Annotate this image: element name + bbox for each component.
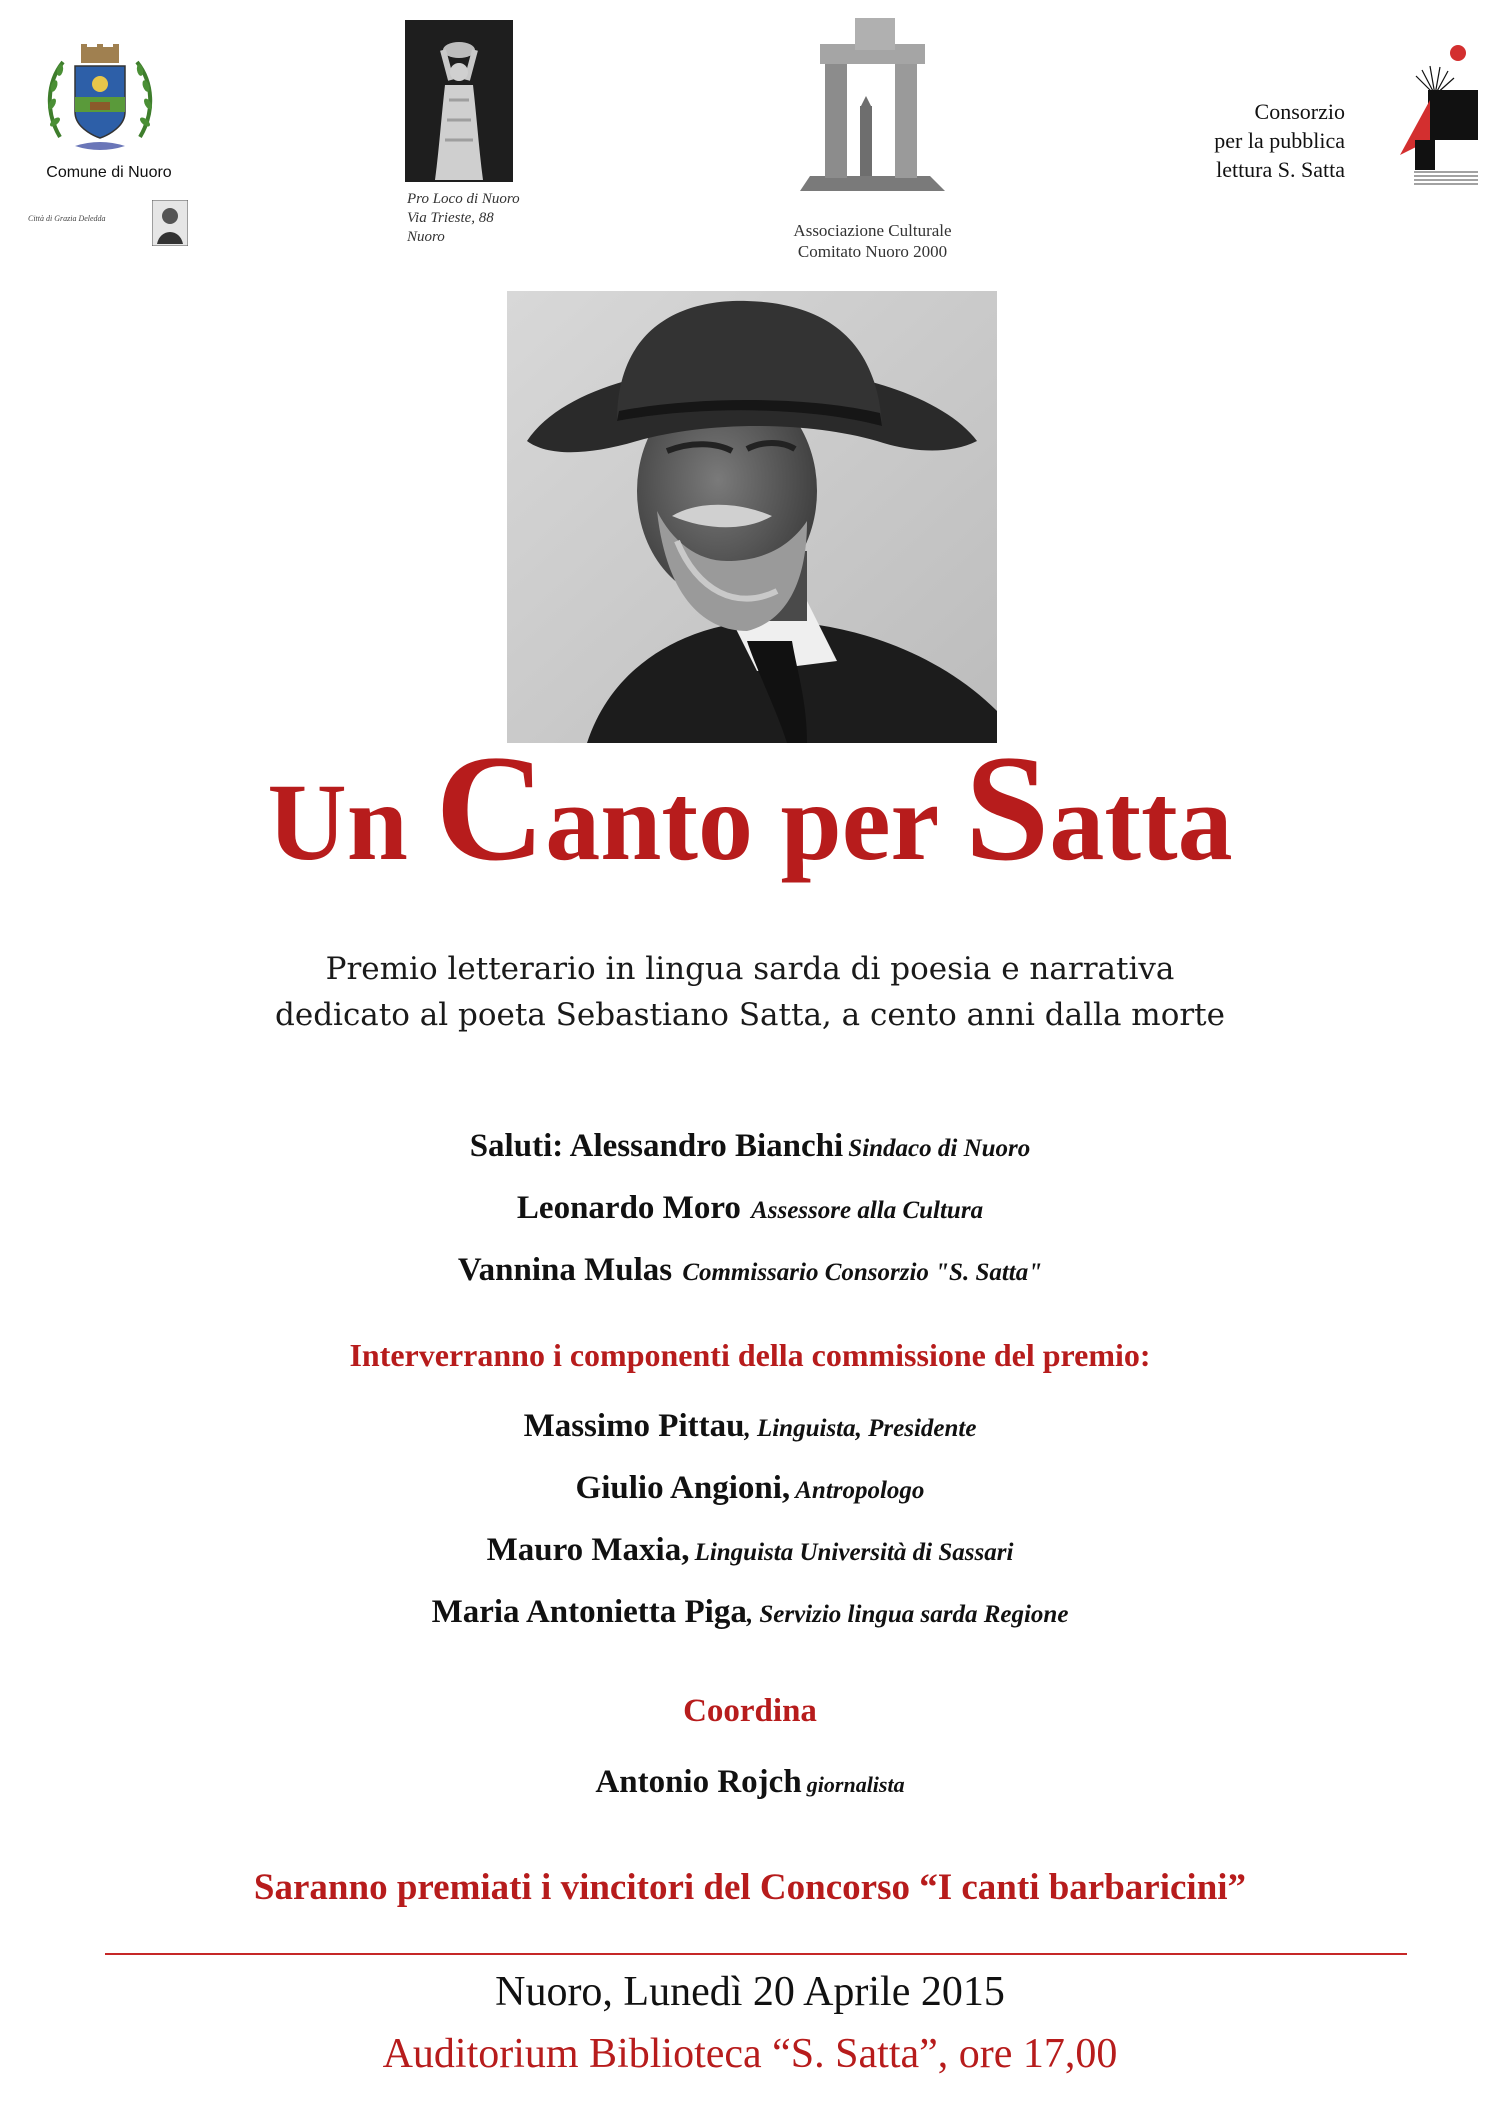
event-title (0, 724, 1500, 892)
speaker-name: Leonardo Moro (516, 1190, 741, 1226)
consorzio-text: Consorzio per la pubblica lettura S. Satta (1214, 99, 1345, 182)
title-part-anto-per: anto per (545, 761, 965, 883)
commission-row-1 (0, 1408, 1500, 1445)
member-name: Maria Antonietta Piga (431, 1594, 747, 1630)
event-date: Nuoro, Lunedì 20 Aprile 2015 (495, 1969, 1005, 2015)
commission-row-3 (0, 1532, 1500, 1569)
subtitle-line-1: Premio letterario in lingua sarda di poesia e narrativa (325, 951, 1175, 987)
monument-logo (800, 16, 945, 196)
associazione-text: Associazione Culturale Comitato Nuoro 2000 (793, 221, 952, 261)
award-announcement: Saranno premiati i vincitori del Concorso “I canti barbaricini” (253, 1867, 1247, 1908)
speaker-role: Sindaco di Nuoro (848, 1135, 1031, 1162)
commission-heading: Interverranno i componenti della commissione del premio: (349, 1337, 1151, 1373)
member-role: , Servizio lingua sarda Regione (746, 1601, 1069, 1628)
member-name: Giulio Angioni, (575, 1470, 791, 1506)
commission-row-4 (0, 1594, 1500, 1631)
speaker-role: Assessore alla Cultura (751, 1197, 984, 1224)
coordinator-row (0, 1764, 1500, 1801)
coordinator-role: giornalista (806, 1772, 905, 1797)
consorzio-logo (1380, 40, 1480, 190)
member-name: Mauro Maxia, (486, 1532, 690, 1568)
divider (105, 1953, 1407, 1955)
subtitle-line-2: dedicato al poeta Sebastiano Satta, a cento anni dalla morte (275, 997, 1225, 1033)
subtitle (0, 946, 1500, 1038)
saluti-row-3 (0, 1252, 1500, 1289)
speaker-name: Saluti: Alessandro Bianchi (469, 1128, 844, 1164)
comune-coat-of-arms (45, 42, 155, 162)
title-part-un: Un (267, 761, 436, 883)
title-letter-c: C (435, 724, 546, 892)
sebastiano-satta-portrait (507, 291, 997, 743)
proloco-statue-photo (405, 20, 513, 182)
title-letter-s: S (964, 724, 1050, 892)
speaker-role: Commissario Consorzio "S. Satta" (682, 1259, 1043, 1286)
title-part-atta: atta (1049, 761, 1233, 883)
speaker-name: Vannina Mulas (457, 1252, 673, 1288)
saluti-row-1 (0, 1128, 1500, 1165)
grazia-deledda-portrait-icon (152, 200, 188, 246)
coordina-heading: Coordina (683, 1693, 817, 1729)
commission-row-2 (0, 1470, 1500, 1507)
grazia-deledda-label: Città di Grazia Deledda (28, 214, 106, 223)
proloco-address: Pro Loco di Nuoro Via Trieste, 88 Nuoro (407, 191, 520, 245)
member-role: , Linguista, Presidente (744, 1415, 977, 1442)
member-role: Antropologo (795, 1477, 925, 1504)
saluti-row-2 (0, 1190, 1500, 1227)
member-name: Massimo Pittau (523, 1408, 745, 1444)
comune-label: Comune di Nuoro (46, 164, 172, 181)
member-role: Linguista Università di Sassari (694, 1539, 1014, 1566)
coordinator-name: Antonio Rojch (595, 1764, 802, 1800)
event-venue: Auditorium Biblioteca “S. Satta”, ore 17,00 (382, 2031, 1118, 2077)
